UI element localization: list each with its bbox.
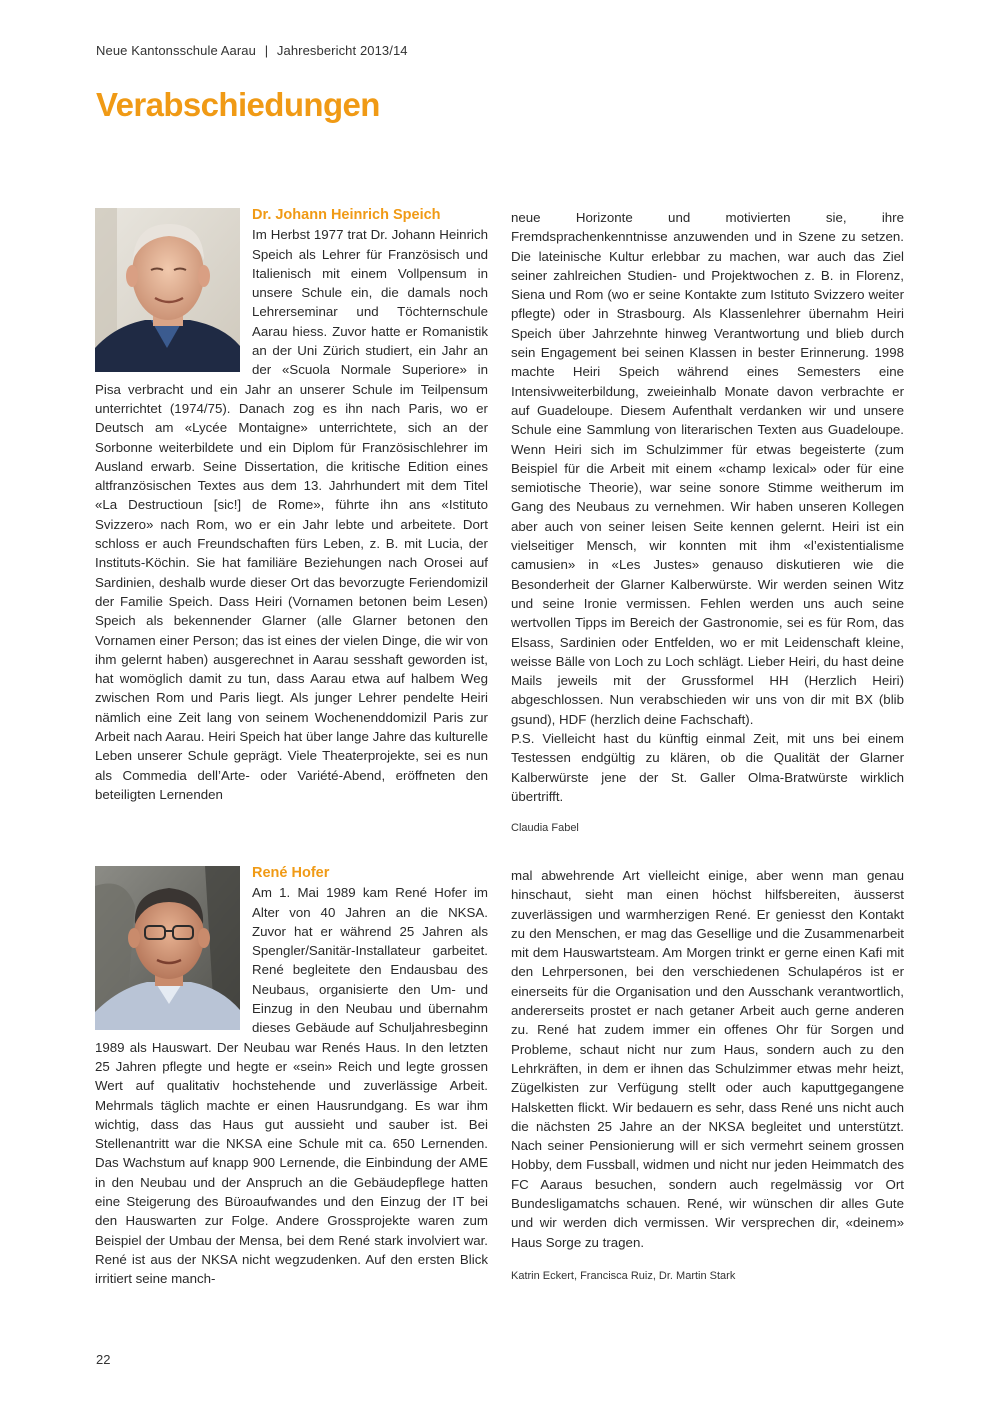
article-hofer-body-right: mal abwehrende Art vielleicht einige, aber wenn man genau hinschaut, sieht man einen höchst hilfsbereiten, äusserst zuverlässigen und warmherzigen René. Er geniesst den Kontakt zu den Menschen, er mag das Gesellige und die Zusammenarbeit mit dem Hauswartsteam. Am Morgen trinkt er gerne einen Kafi mit den Lehrpersonen, bei den verschiedenen Schulapéros ist er einerseits für die Organisation und den Ausschank verantwortlich, andererseits prostet er nach getaner Arbeit auch gerne anderen zu. René hat zudem immer ein offenes Ohr für Sorgen und Probleme, schaut nicht nur zum Haus, sondern auch zu den Lehrkräften, in dem er ihnen das Schulzimmer etwas mehr heizt, Zügelkisten zur Verfügung stellt oder auch kaputtgegangene Halsketten flickt. Wir bedauern es sehr, dass René uns nicht auch die nächsten 25 Jahre an der NKSA begleitet und unterstützt. Nach seiner Pensionierung will er sich vermehrt seinem grossen Hobby, dem Fussball, widmen und nicht nur jeden Heimmatch des FC Aaraus besuchen, sondern auch regelmässig vor Ort Bundesligamatchs schauen. René, wir wünschen dir alles Gute und wir werden dich vermissen. Wir versprechen dir, «deinem» Haus Sorge zu tragen. (511, 868, 904, 1250)
article-speich-body-right: neue Horizonte und motivierten sie, ihre Fremdsprachenkenntnisse anzuwenden und in Szene zu setzen. Die lateinische Kultur erlebbar zu machen, war auch das Ziel seiner zahlreichen Studien- und Projektwochen z. B. in Florenz, Siena und Rom (wo er seine Kontakte zum Istituto Svizzero weiter pflegte) oder in Strasbourg. Als Klassenlehrer übernahm Heiri Speich über Jahrzehnte hinweg Verantwortung und blieb durch sein Engagement bei seinen Klassen in bester Erinnerung. 1998 machte Heiri Speich während eines Semesters eine Intensivweiterbildung, zweieinhalb Monate davon verbrachte er auf Guadeloupe. Diesem Aufenthalt verdanken wir und unsere Schule eine Sammlung von literarischen Texten aus Guadeloupe. Wenn Heiri sich im Schulzimmer für etwas begeisterte (zum Beispiel für die Arbeit mit einem «champ lexical» oder für eine semiotische Theorie), war seine sonore Stimme weitherum im Gang des Neubaus zu vernehmen. Wir haben unseren Kollegen aber auch von seiner leisen Seite kennen gelernt. Heiri ist ein vielseitiger Mensch, wir konnten mit ihm «l’existentialisme camusien» in «Les Justes» genauso diskutieren wie die Besonderheit der Glarner Kalberwürste. Wir werden seinen Witz und seine Ironie vermissen. Fehlen werden uns auch seine wertvollen Tipps im Bereich der Gastronomie, sei es für Rom, das Elsass, Sardinien oder Entfelden, wo er mit Leidenschaft kleine, weisse Bälle von Loch zu Loch schlägt. Lieber Heiri, du hast deine Mails jeweils mit der Grussformel HH (Herzlich Heiri) abgeschlossen. Nun verabschieden wir uns von dir mit BX (blib gsund), HDF (herzlich deine Fachschaft). (511, 210, 904, 727)
page-number: 22 (96, 1352, 111, 1367)
running-header (96, 43, 408, 58)
article-speich-postscript: P.S. Vielleicht hast du künftig einmal Zeit, mit uns bei einem Testessen endgültig zu klären, ob die Qualität der Glarner Kalberwürste jene der St. Galler Olma-Bratwürste wirklich übertrifft. (511, 731, 904, 804)
article-speich-name: Dr. Johann Heinrich Speich (252, 207, 441, 223)
article-speich-right-column (511, 208, 904, 836)
article-speich-left-column (95, 208, 488, 804)
article-speich-author: Claudia Fabel (511, 822, 579, 835)
header-school: Neue Kantonsschule Aarau (96, 43, 256, 58)
article-hofer-right-column (511, 866, 904, 1284)
article-hofer-author: Katrin Eckert, Francisca Ruiz, Dr. Martin Stark (511, 1269, 736, 1282)
header-report: Jahresbericht 2013/14 (276, 43, 408, 58)
article-speich-body-left: Im Herbst 1977 trat Dr. Johann Heinrich Speich als Lehrer für Französisch und Italienisch mit einem Vollpensum in unsere Schule ein, die damals noch Lehrerseminar und Töchternschule Aarau hiess. Zuvor hatte er Romanistik an der Uni Zürich studiert, ein Jahr an der «Scuola Normale Superiore» in Pisa verbracht und ein Jahr an unserer Schule im Teilpensum unterrichtet (1974/75). Danach zog es ihn nach Paris, wo er Deutsch am «Lycée Montaigne» unterrichtete, sich an der Sorbonne weiterbildete und ein Diplom für Französischlehrer im Ausland erwarb. Seine Dissertation, die kritische Edition eines altfranzösischen Textes aus dem 13. Jahrhundert mit dem Titel «La Destructioun [sic!] de Rome», führte ihn ans «Istituto Svizzero» nach Rom, wo er ein Jahr lebte und arbeitete. Dort schloss er auch Freundschaften fürs Leben, z. B. mit Lucia, der Instituts-Köchin. Sie hat familiäre Beziehungen nach Orosei auf Sardinien, deshalb wurde dieser Ort das bevorzugte Feriendomizil der Familie Speich. Dass Heiri (Vornamen betonen beim Lesen) Speich als bekennender Glarner (alle Glarner betonen den Vornamen einer Person; das ist eines der vielen Dinge, die wir von ihm gelernt haben) ausgerechnet in Aarau sesshaft geworden ist, hat womöglich damit zu tun, dass Aarau etwa auf halbem Weg zwischen Rom und Paris liegt. Als junger Lehrer pendelte Heiri nämlich eine Zeit lang von seinem Wochenenddomizil Paris zur Arbeit nach Aarau. Heiri Speich hat über lange Jahre das kulturelle Leben unserer Schule geprägt. Viele Theaterprojekte, sei es nun als Commedia dell’Arte- oder Variété-Abend, eröffneten den beteiligten Lernenden (95, 227, 488, 802)
article-hofer-left-column (95, 866, 488, 1289)
portrait-speich-image (95, 208, 240, 372)
header-separator: | (264, 43, 269, 58)
article-hofer-name: René Hofer (252, 865, 330, 881)
page-title: Verabschiedungen (96, 86, 380, 123)
article-hofer-body-left: Am 1. Mai 1989 kam René Hofer im Alter von 40 Jahren an die NKSA. Zuvor hat er während 25 Jahren als Spengler/Sanitär-Installateur garbeitet. René begleitete den Endausbau des Neubaus, organisierte den Um- und Einzug in den Neubau und übernahm dieses Gebäude auf Schuljahresbeginn 1989 als Hauswart. Der Neubau war Renés Haus. In den letzten 25 Jahren pflegte und hegte er «sein» Reich und legte grossen Wert auf qualitativ hochstehende und zuverlässige Arbeit. Mehrmals täglich machte er einen Hausrundgang. Es war ihm wichtig, dass das Haus gut aussieht und sauber ist. Bei Stellenantritt war die NKSA eine Schule mit ca. 650 Lernenden. Das Wachstum auf knapp 900 Lernende, die Einbindung der AME in den Neubau und der Anspruch an die Gebäudepflege hatten eine Steigerung des Büroaufwandes und den Einzug der IT bei den Hauswarten zur Folge. Andere Grossprojekte waren zum Beispiel der Umbau der Mensa, bei dem René stark involviert war. René ist aus der NKSA nicht wegzudenken. Auf den ersten Blick irritiert seine manch- (95, 885, 488, 1287)
portrait-hofer-image (95, 866, 240, 1030)
portrait-hofer (95, 866, 240, 1030)
portrait-speich (95, 208, 240, 372)
